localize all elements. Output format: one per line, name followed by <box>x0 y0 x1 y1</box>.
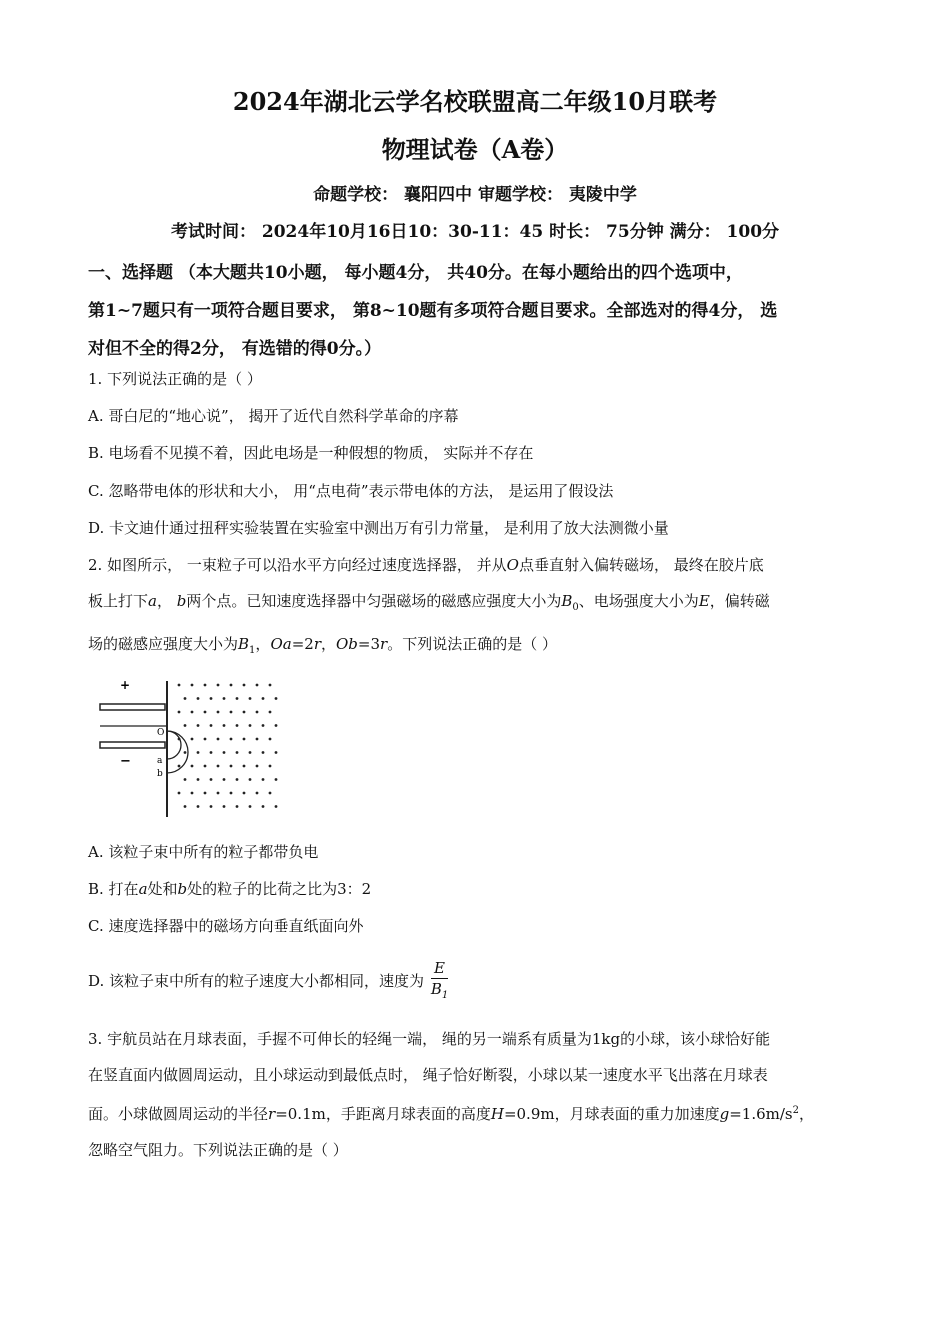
field-dot <box>269 711 272 714</box>
field-dot <box>269 792 272 795</box>
q2-line-1: 2. 如图所示， 一束粒子可以沿水平方向经过速度选择器， 并从O点垂直射入偏转磁场， 最终在胶片底 <box>88 556 764 574</box>
field-dot <box>236 724 239 727</box>
exam-title: 2024年湖北云学名校联盟高二年级10月联考 <box>232 87 718 116</box>
field-dot <box>236 778 239 781</box>
q3-stem <box>88 1021 868 1168</box>
field-dot <box>262 778 265 781</box>
field-dot <box>256 711 259 714</box>
field-dot <box>262 751 265 754</box>
field-dot <box>249 805 252 808</box>
point-o-label: O <box>157 728 165 738</box>
field-dot <box>178 711 181 714</box>
field-dot <box>249 697 252 700</box>
field-dot <box>204 765 207 768</box>
field-dot <box>256 792 259 795</box>
field-dot <box>217 738 220 741</box>
plus-label: + <box>120 678 131 692</box>
field-dot <box>223 751 226 754</box>
velocity-selector-figure <box>95 675 290 823</box>
field-dot <box>191 792 194 795</box>
field-dot <box>184 751 187 754</box>
field-dot <box>210 724 213 727</box>
field-dot <box>210 697 213 700</box>
field-dot <box>178 738 181 741</box>
fraction-e-over-b1: $\frac{E}{B_1}$ <box>430 959 449 1001</box>
field-dot <box>230 792 233 795</box>
minus-label: − <box>120 754 131 769</box>
field-dot <box>269 684 272 687</box>
field-dot <box>178 792 181 795</box>
field-dot <box>184 805 187 808</box>
field-dot <box>178 765 181 768</box>
magnetic-field-dots <box>178 684 278 808</box>
field-dot <box>230 711 233 714</box>
field-dot <box>236 751 239 754</box>
field-dot <box>275 697 278 700</box>
q2-option-a: A. 该粒子束中所有的粒子都带负电 <box>88 843 319 861</box>
field-dot <box>249 778 252 781</box>
q3-line-3: 面。小球做圆周运动的半径r=0.1m，手距离月球表面的高度H=0.9m，月球表面的重力加速度$g=1.6m/s^2$， <box>88 1105 814 1123</box>
field-dot <box>204 684 207 687</box>
field-dot <box>262 724 265 727</box>
field-dot <box>223 724 226 727</box>
field-dot <box>217 684 220 687</box>
field-dot <box>217 765 220 768</box>
exam-subtitle: 物理试卷（A卷） <box>381 135 569 164</box>
field-dot <box>262 805 265 808</box>
field-dot <box>204 738 207 741</box>
field-dot <box>249 751 252 754</box>
field-dot <box>262 697 265 700</box>
field-dot <box>210 751 213 754</box>
field-dot <box>256 738 259 741</box>
field-dot <box>197 697 200 700</box>
field-dot <box>230 684 233 687</box>
field-dot <box>275 805 278 808</box>
time-info: 考试时间： 2024年10月16日10：30-11：45 时长： 75分钟 满分： 100分 <box>170 222 780 242</box>
field-dot <box>269 738 272 741</box>
field-dot <box>178 684 181 687</box>
field-dot <box>275 778 278 781</box>
field-dot <box>236 805 239 808</box>
field-dot <box>204 711 207 714</box>
field-dot <box>236 697 239 700</box>
field-dot <box>191 684 194 687</box>
field-dot <box>275 751 278 754</box>
q1-stem: 1. 下列说法正确的是（ ） <box>88 370 262 388</box>
field-dot <box>230 738 233 741</box>
field-dot <box>223 697 226 700</box>
field-dot <box>210 778 213 781</box>
q1-option-a: A. 哥白尼的“地心说”， 揭开了近代自然科学革命的序幕 <box>88 407 459 425</box>
section-line-1: 一、选择题 （本大题共10小题， 每小题4分， 共40分。在每小题给出的四个选项中， <box>88 263 743 283</box>
q1-option-b: B. 电场看不见摸不着，因此电场是一种假想的物质， 实际并不存在 <box>88 444 534 462</box>
q2-line-3: 场的磁感应强度大小为$B_1$，Oa=2r，Ob=3r。下列说法正确的是（ ） <box>88 635 557 656</box>
field-dot <box>210 805 213 808</box>
section-line-2: 第1~7题只有一项符合题目要求， 第8~10题有多项符合题目要求。全部选对的得4分， 选 <box>88 301 778 321</box>
section-line-3: 对但不全的得2分， 有选错的得0分。） <box>88 339 382 359</box>
section-instructions <box>88 254 868 368</box>
point-a-label: a <box>157 756 163 766</box>
field-dot <box>197 751 200 754</box>
q2-stem <box>88 547 868 669</box>
field-dot <box>217 711 220 714</box>
q2-option-d: D. 该粒子束中所有的粒子速度大小都相同，速度为 $\frac{E}{B_1}$ <box>88 958 868 1006</box>
q3-line-1: 3. 宇航员站在月球表面，手握不可伸长的轻绳一端， 绳的另一端系有质量为1kg的小球，该小球恰好能 <box>88 1030 771 1048</box>
field-dot <box>184 778 187 781</box>
field-dot <box>243 738 246 741</box>
field-dot <box>230 765 233 768</box>
field-dot <box>243 765 246 768</box>
field-dot <box>191 765 194 768</box>
field-dot <box>256 765 259 768</box>
field-dot <box>191 738 194 741</box>
field-dot <box>249 724 252 727</box>
q2-option-c: C. 速度选择器中的磁场方向垂直纸面向外 <box>88 917 364 935</box>
q1-option-c: C. 忽略带电体的形状和大小， 用“点电荷”表示带电体的方法， 是运用了假设法 <box>88 482 614 500</box>
field-dot <box>243 711 246 714</box>
field-dot <box>197 778 200 781</box>
field-dot <box>197 805 200 808</box>
q2-option-b: B. 打在a处和b处的粒子的比荷之比为3：2 <box>88 880 372 898</box>
point-b-label: b <box>157 769 163 779</box>
q3-line-2: 在竖直面内做圆周运动，且小球运动到最低点时， 绳子恰好断裂，小球以某一速度水平飞出落在月球表 <box>88 1066 768 1084</box>
q3-line-4: 忽略空气阻力。下列说法正确的是（ ） <box>88 1141 348 1159</box>
field-dot <box>243 684 246 687</box>
field-dot <box>223 778 226 781</box>
q2-line-2: 板上打下a， b两个点。已知速度选择器中匀强磁场的磁感应强度大小为$B_0$、电场强度大小为E，偏转磁 <box>88 592 770 613</box>
field-dot <box>184 697 187 700</box>
school-info: 命题学校： 襄阳四中 审题学校： 夷陵中学 <box>313 185 637 205</box>
field-dot <box>217 792 220 795</box>
field-dot <box>184 724 187 727</box>
field-dot <box>197 724 200 727</box>
field-dot <box>223 805 226 808</box>
field-dot <box>275 724 278 727</box>
field-dot <box>243 792 246 795</box>
field-dot <box>269 765 272 768</box>
field-dot <box>256 684 259 687</box>
field-dot <box>191 711 194 714</box>
q1-option-d: D. 卡文迪什通过扭秤实验装置在实验室中测出万有引力常量， 是利用了放大法测微小量 <box>88 519 669 537</box>
field-dot <box>204 792 207 795</box>
